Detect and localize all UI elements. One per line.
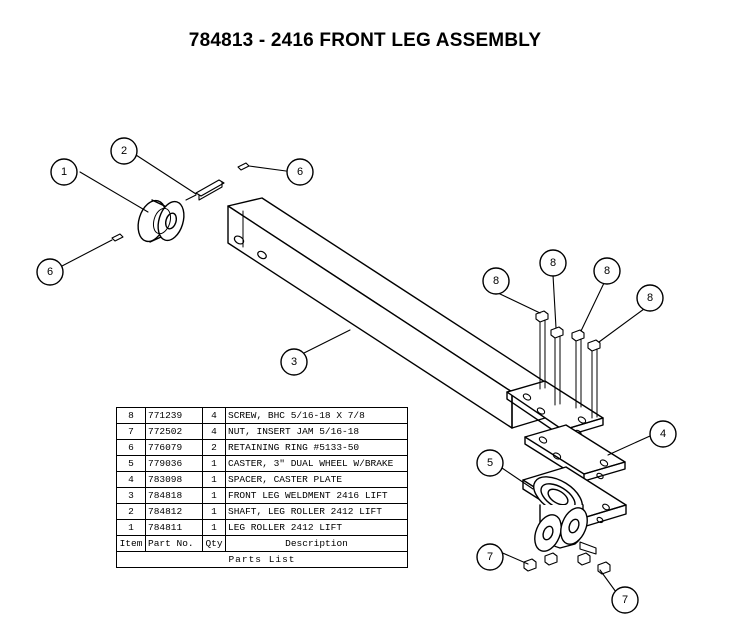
balloon bbox=[650, 421, 676, 447]
balloon bbox=[477, 450, 503, 476]
row-item: 7 bbox=[117, 424, 146, 440]
header-qty: Qty bbox=[203, 536, 226, 552]
balloon-label: 3 bbox=[290, 356, 298, 368]
row-part-no: 783098 bbox=[146, 472, 203, 488]
row-part-no: 776079 bbox=[146, 440, 203, 456]
balloon bbox=[637, 285, 663, 311]
row-qty: 1 bbox=[203, 504, 226, 520]
page-title: 784813 - 2416 FRONT LEG ASSEMBLY bbox=[188, 30, 542, 51]
balloon bbox=[540, 250, 566, 276]
table-row bbox=[117, 472, 408, 488]
parts-list-table bbox=[116, 407, 408, 568]
balloon-label: 7 bbox=[486, 551, 494, 563]
header-part-no: Part No. bbox=[146, 536, 203, 552]
balloon bbox=[51, 159, 77, 185]
row-part-no: 771239 bbox=[146, 408, 203, 424]
row-qty: 1 bbox=[203, 456, 226, 472]
table-row bbox=[117, 440, 408, 456]
row-item: 3 bbox=[117, 488, 146, 504]
balloon bbox=[37, 259, 63, 285]
row-qty: 2 bbox=[203, 440, 226, 456]
table-row bbox=[117, 424, 408, 440]
table-row bbox=[117, 456, 408, 472]
header-item: Item bbox=[117, 536, 146, 552]
row-part-no: 784811 bbox=[146, 520, 203, 536]
row-part-no: 784812 bbox=[146, 504, 203, 520]
header-description: Description bbox=[226, 536, 408, 552]
table-row bbox=[117, 504, 408, 520]
row-description: CASTER, 3" DUAL WHEEL W/BRAKE bbox=[226, 456, 408, 472]
balloon bbox=[111, 138, 137, 164]
row-part-no: 784818 bbox=[146, 488, 203, 504]
jam-nut-group bbox=[524, 553, 610, 574]
balloon-label: 6 bbox=[296, 166, 304, 178]
balloon-label: 2 bbox=[120, 145, 128, 157]
row-description: SHAFT, LEG ROLLER 2412 LIFT bbox=[226, 504, 408, 520]
parts-list-caption: Parts List bbox=[117, 552, 408, 568]
balloon bbox=[287, 159, 313, 185]
balloon-label: 8 bbox=[603, 265, 611, 277]
row-description: NUT, INSERT JAM 5/16-18 bbox=[226, 424, 408, 440]
row-description: FRONT LEG WELDMENT 2416 LIFT bbox=[226, 488, 408, 504]
row-description: SCREW, BHC 5/16-18 X 7/8 bbox=[226, 408, 408, 424]
row-qty: 4 bbox=[203, 424, 226, 440]
balloon-label: 1 bbox=[60, 166, 68, 178]
table-row bbox=[117, 488, 408, 504]
balloon bbox=[281, 349, 307, 375]
balloon-label: 5 bbox=[486, 457, 494, 469]
row-part-no: 779036 bbox=[146, 456, 203, 472]
row-item: 8 bbox=[117, 408, 146, 424]
row-item: 1 bbox=[117, 520, 146, 536]
row-description: LEG ROLLER 2412 LIFT bbox=[226, 520, 408, 536]
row-item: 5 bbox=[117, 456, 146, 472]
balloon bbox=[477, 544, 503, 570]
row-qty: 4 bbox=[203, 408, 226, 424]
balloon-label: 7 bbox=[621, 594, 629, 606]
row-item: 4 bbox=[117, 472, 146, 488]
table-header-row bbox=[117, 536, 408, 552]
row-qty: 1 bbox=[203, 488, 226, 504]
balloon bbox=[612, 587, 638, 613]
row-qty: 1 bbox=[203, 520, 226, 536]
row-qty: 1 bbox=[203, 472, 226, 488]
row-part-no: 772502 bbox=[146, 424, 203, 440]
caster-assembly bbox=[523, 467, 626, 555]
row-item: 6 bbox=[117, 440, 146, 456]
row-item: 2 bbox=[117, 504, 146, 520]
table-row bbox=[117, 408, 408, 424]
balloon-label: 8 bbox=[549, 257, 557, 269]
leg-roller bbox=[133, 197, 188, 245]
balloon bbox=[594, 258, 620, 284]
table-row bbox=[117, 520, 408, 536]
balloon-label: 6 bbox=[46, 266, 54, 278]
balloon-label: 8 bbox=[492, 275, 500, 287]
row-description: SPACER, CASTER PLATE bbox=[226, 472, 408, 488]
roller-shaft bbox=[186, 180, 224, 200]
balloon bbox=[483, 268, 509, 294]
row-description: RETAINING RING #5133-50 bbox=[226, 440, 408, 456]
balloon-label: 4 bbox=[659, 428, 667, 440]
balloon-label: 8 bbox=[646, 292, 654, 304]
table-caption-row bbox=[117, 552, 408, 568]
